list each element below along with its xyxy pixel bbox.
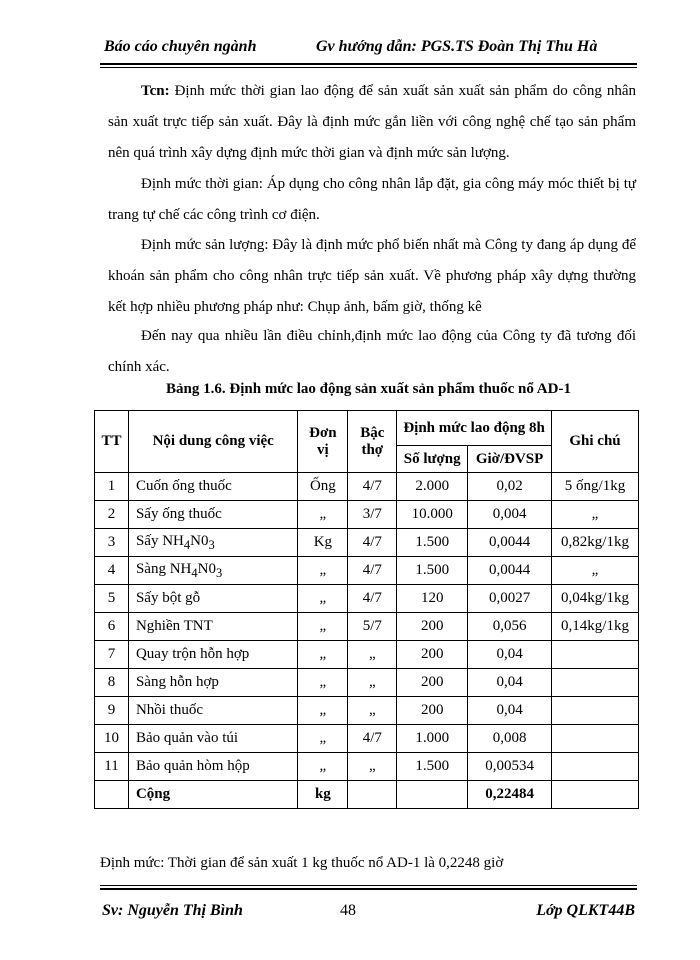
th-hours: Giờ/ĐVSP [468, 446, 552, 473]
th-quantity: Số lượng [397, 446, 468, 473]
th-content: Nội dung công việc [128, 411, 297, 473]
cell-content: Bảo quản hòm hộp [128, 753, 297, 781]
cell-hours: 0,0027 [468, 585, 552, 613]
cell-tt: 11 [95, 753, 129, 781]
cell-quantity: 1.000 [397, 725, 468, 753]
header-rule-thin [100, 67, 637, 68]
paragraph-time-norm [108, 169, 636, 231]
cell-grade: 5/7 [348, 613, 397, 641]
cell-quantity: 10.000 [397, 501, 468, 529]
cell-content-sub: 4 [183, 537, 191, 552]
cell-total-label: Cộng [128, 781, 297, 809]
cell-quantity: 2.000 [397, 473, 468, 501]
paragraph-output-norm [108, 230, 636, 323]
paragraph-output-norm-text: Định mức sản lượng: Đây là định mức phổ biến nhất mà Công ty đang áp dụng để khoán sản phẩm cho công nhân trực tiếp sản xuất. Về phương pháp xây dựng thường kết hợp nhiều phương pháp như: Chụp ảnh, bấm giờ, thống kê [108, 237, 636, 315]
footer-rule-thick [100, 888, 637, 890]
cell-note: 0,04kg/1kg [552, 585, 639, 613]
cell-tt: 2 [95, 501, 129, 529]
header-report-title: Báo cáo chuyên ngành [104, 38, 257, 55]
paragraph-tcn-text: Định mức thời gian lao động để sản xuất sản xuất sản phẩm do công nhân sản xuất trực tiếp sản xuất. Đây là định mức gắn liền với công nghệ chế tạo sản phẩm nên quá trình xây dựng định mức thời gian và định mức sản lượng. [108, 83, 636, 161]
cell-tt: 5 [95, 585, 129, 613]
page-header [102, 38, 637, 62]
cell-hours: 0,04 [468, 697, 552, 725]
cell-tt: 3 [95, 529, 129, 557]
cell-note: 0,82kg/1kg [552, 529, 639, 557]
footer-rule-thin [100, 885, 637, 886]
cell-note: 5 ống/1kg [552, 473, 639, 501]
cell-grade: 4/7 [348, 585, 397, 613]
table-total-row [95, 781, 639, 809]
cell-tt-empty [95, 781, 129, 809]
cell-quantity: 200 [397, 613, 468, 641]
cell-quantity-empty [397, 781, 468, 809]
cell-unit: Kg [298, 529, 348, 557]
cell-unit: „ [298, 641, 348, 669]
cell-quantity: 1.500 [397, 753, 468, 781]
cell-unit: „ [298, 753, 348, 781]
cell-quantity: 200 [397, 697, 468, 725]
cell-note: „ [552, 501, 639, 529]
cell-content-sub: 4 [191, 565, 198, 580]
cell-tt: 4 [95, 557, 129, 585]
cell-unit: „ [298, 613, 348, 641]
cell-unit: Ống [298, 473, 348, 501]
cell-grade: 3/7 [348, 501, 397, 529]
paragraph-tcn-lead: Tcn: [141, 83, 170, 99]
table-row [95, 753, 639, 781]
th-norm: Định mức lao động 8h [397, 411, 552, 446]
table-row [95, 613, 639, 641]
cell-grade: „ [348, 697, 397, 725]
cell-content [128, 529, 297, 557]
cell-grade: 4/7 [348, 473, 397, 501]
cell-content: Nhồi thuốc [128, 697, 297, 725]
cell-grade-empty [348, 781, 397, 809]
paragraph-conclusion-text: Đến nay qua nhiều lần điều chỉnh,định mức lao động của Công ty đã tương đối chính xác. [108, 328, 636, 375]
cell-note [552, 753, 639, 781]
cell-unit: „ [298, 557, 348, 585]
cell-tt: 6 [95, 613, 129, 641]
cell-note: 0,14kg/1kg [552, 613, 639, 641]
cell-tt: 10 [95, 725, 129, 753]
cell-tt: 1 [95, 473, 129, 501]
header-supervisor: Gv hướng dẫn: PGS.TS Đoàn Thị Thu Hà [316, 38, 598, 55]
cell-unit: „ [298, 725, 348, 753]
paragraph-tcn [108, 76, 636, 169]
cell-hours: 0,0044 [468, 557, 552, 585]
cell-content: Sàng hỗn hợp [128, 669, 297, 697]
cell-content: Cuốn ống thuốc [128, 473, 297, 501]
cell-quantity: 200 [397, 641, 468, 669]
cell-content [128, 557, 297, 585]
cell-content-text2: N0 [190, 532, 209, 549]
cell-tt: 7 [95, 641, 129, 669]
th-note: Ghi chú [552, 411, 639, 473]
cell-unit: „ [298, 585, 348, 613]
table-row [95, 585, 639, 613]
paragraph-conclusion [108, 321, 636, 383]
cell-hours: 0,0044 [468, 529, 552, 557]
page-footer [100, 902, 637, 924]
table-caption: Bảng 1.6. Định mức lao động sản xuất sản phẩm thuốc nổ AD-1 [166, 381, 571, 397]
cell-grade: 4/7 [348, 557, 397, 585]
labor-norm-table [94, 410, 639, 809]
cell-unit: „ [298, 669, 348, 697]
th-grade: Bậc thợ [348, 411, 397, 473]
cell-hours: 0,04 [468, 669, 552, 697]
cell-hours: 0,056 [468, 613, 552, 641]
cell-content: Bảo quản vào túi [128, 725, 297, 753]
cell-hours: 0,004 [468, 501, 552, 529]
table-row [95, 641, 639, 669]
cell-hours: 0,02 [468, 473, 552, 501]
cell-note [552, 697, 639, 725]
cell-content-text2: N0 [197, 560, 216, 577]
th-unit: Đơn vị [298, 411, 348, 473]
cell-content: Nghiền TNT [128, 613, 297, 641]
cell-grade: „ [348, 669, 397, 697]
cell-content-text: Sàng NH [135, 560, 192, 577]
cell-quantity: 1.500 [397, 529, 468, 557]
th-tt: TT [95, 411, 129, 473]
cell-tt: 9 [95, 697, 129, 725]
cell-hours: 0,008 [468, 725, 552, 753]
cell-quantity: 200 [397, 669, 468, 697]
cell-content-text: Sấy NH [135, 532, 184, 549]
cell-tt: 8 [95, 669, 129, 697]
cell-content-sub2: 3 [215, 565, 223, 580]
norm-summary: Định mức: Thời gian để sản xuất 1 kg thuốc nổ AD-1 là 0,2248 giờ [100, 855, 504, 871]
cell-note [552, 641, 639, 669]
cell-content: Quay trộn hỗn hợp [128, 641, 297, 669]
cell-content-sub2: 3 [208, 537, 215, 552]
cell-unit: „ [298, 697, 348, 725]
cell-grade: „ [348, 641, 397, 669]
table-row [95, 501, 639, 529]
cell-note [552, 725, 639, 753]
cell-grade: 4/7 [348, 529, 397, 557]
cell-content: Sấy ống thuốc [128, 501, 297, 529]
cell-quantity: 1.500 [397, 557, 468, 585]
table-row [95, 529, 639, 557]
header-rule-thick [100, 63, 637, 65]
table-row [95, 473, 639, 501]
table-row [95, 725, 639, 753]
table-row [95, 697, 639, 725]
cell-total-hours: 0,22484 [468, 781, 552, 809]
cell-unit: „ [298, 501, 348, 529]
cell-grade: „ [348, 753, 397, 781]
cell-grade: 4/7 [348, 725, 397, 753]
page-number: 48 [340, 902, 356, 919]
footer-class: Lớp QLKT44B [536, 902, 635, 919]
cell-note: „ [552, 557, 639, 585]
cell-hours: 0,00534 [468, 753, 552, 781]
cell-content: Sấy bột gỗ [128, 585, 297, 613]
paragraph-time-norm-text: Định mức thời gian: Áp dụng cho công nhân lắp đặt, gia công máy móc thiết bị tự trang tự chế các công trình cơ điện. [108, 176, 636, 223]
cell-hours: 0,04 [468, 641, 552, 669]
cell-quantity: 120 [397, 585, 468, 613]
footer-student: Sv: Nguyễn Thị Bình [102, 902, 243, 919]
cell-note-empty [552, 781, 639, 809]
table-row [95, 557, 639, 585]
cell-total-unit: kg [298, 781, 348, 809]
table-row [95, 669, 639, 697]
cell-note [552, 669, 639, 697]
